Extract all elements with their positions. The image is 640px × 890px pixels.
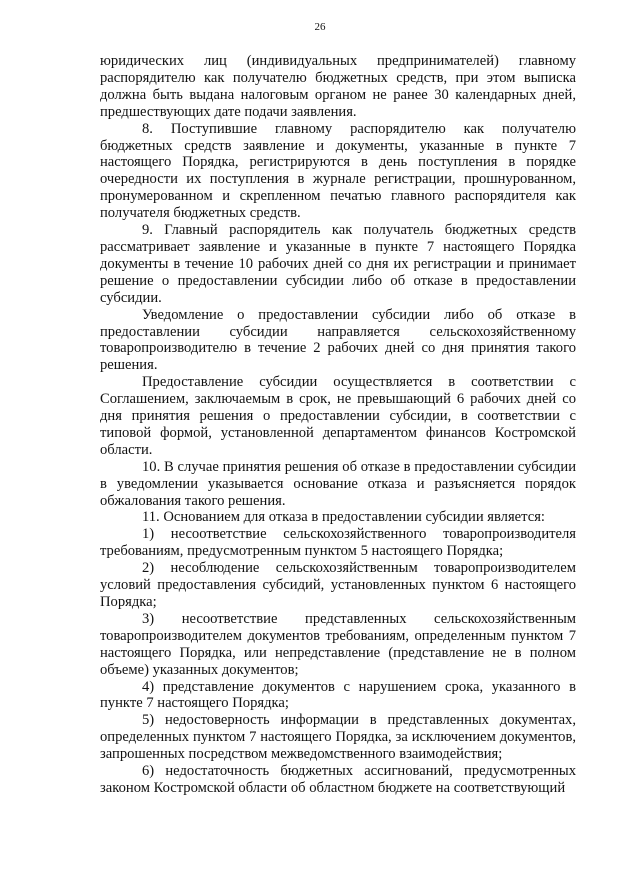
paragraph-item-10: 10. В случае принятия решения об отказе в предоставлении субсидии в уведомлении указывается основание отказа и разъясняется порядок обжалования такого решения. [100, 458, 576, 509]
document-body [100, 53, 576, 797]
paragraph-item-11: 11. Основанием для отказа в предоставлении субсидии является: [142, 509, 545, 526]
list-item-4: 4) представление документов с нарушением срока, указанного в пункте 7 настоящего Порядка; [100, 678, 576, 712]
paragraph-continuation: юридических лиц (индивидуальных предпринимателей) главному распорядителю как получателю бюджетных средств, при этом выписка должна быть выдана налоговым органом не ранее 30 календарных дней, предшествующих дате подачи заявления. [100, 53, 576, 120]
paragraph-agreement: Предоставление субсидии осуществляется в соответствии с Соглашением, заключаемым в срок, не превышающий 6 рабочих дней со дня принятия решения о предоставлении субсидии, в соответствии с типовой формой, установленной департаментом финансов Костромской области. [100, 374, 576, 458]
page-number: 26 [314, 21, 326, 33]
list-item-2: 2) несоблюдение сельскохозяйственным товаропроизводителем условий предоставления субсидий, установленных пунктом 6 настоящего Порядка; [100, 560, 576, 610]
list-item-1: 1) несоответствие сельскохозяйственного товаропроизводителя требованиям, предусмотренным пунктом 5 настоящего Порядка; [100, 526, 576, 560]
list-item-5: 5) недостоверность информации в представленных документах, определенных пунктом 7 настоящего Порядка, за исключением документов, запрошенных посредством межведомственного взаимодействия; [100, 712, 576, 763]
paragraph-notification: Уведомление о предоставлении субсидии либо об отказе в предоставлении субсидии направляется сельскохозяйственному товаропроизводителю в течение 2 рабочих дней со дня принятия такого решения. [100, 306, 576, 374]
paragraph-item-9: 9. Главный распорядитель как получатель бюджетных средств рассматривает заявление и указанные в пункте 7 настоящего Порядка документы в течение 10 рабочих дней со дня их регистрации и принимает решение о предоставлении субсидии либо об отказе в предоставлении субсидии. [100, 222, 576, 306]
list-item-3: 3) несоответствие представленных сельскохозяйственным товаропроизводителем документов требованиям, определенным пунктом 7 настоящего Порядка, или непредставление (представление не в полном объеме) указанных документов; [100, 610, 576, 678]
list-item-6: 6) недостаточность бюджетных ассигнований, предусмотренных законом Костромской области об областном бюджете на соответствующий [100, 763, 576, 796]
paragraph-item-8: 8. Поступившие главному распорядителю как получателю бюджетных средств заявление и документы, указанные в пункте 7 настоящего Порядка, регистрируются в день поступления в порядке очередности их поступления в журнале регистрации, прошнурованном, пронумерованном и скрепленном печатью главного распорядителя как получателя бюджетных средств. [100, 120, 576, 222]
